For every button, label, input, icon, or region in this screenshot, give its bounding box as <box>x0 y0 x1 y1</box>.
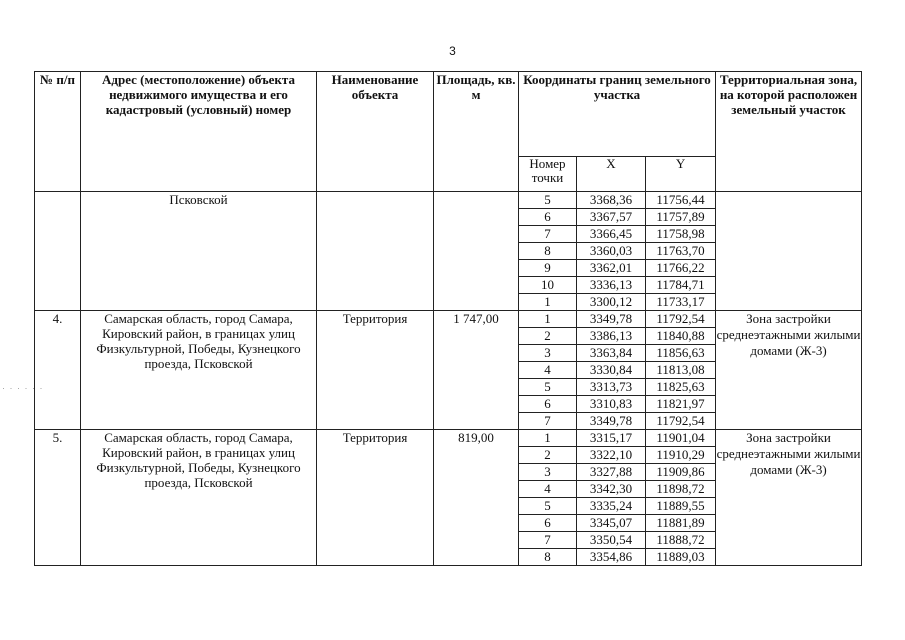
coord-x-cell: 3367,57 <box>577 209 646 226</box>
table-body <box>35 192 862 566</box>
coord-y-cell: 11825,63 <box>646 379 716 396</box>
coord-y-cell: 11758,98 <box>646 226 716 243</box>
header-coords: Координаты границ земельного участка <box>519 72 716 157</box>
point-number-cell: 7 <box>519 226 577 243</box>
header-row <box>35 72 862 157</box>
area-cell: 819,00 <box>434 430 519 566</box>
coord-x-cell: 3336,13 <box>577 277 646 294</box>
coord-x-cell: 3350,54 <box>577 532 646 549</box>
header-area: Площадь, кв. м <box>434 72 519 192</box>
coord-x-cell: 3354,86 <box>577 549 646 566</box>
margin-mark: · · · · · · <box>2 383 44 393</box>
address-cell: Псковской <box>81 192 317 311</box>
coord-x-cell: 3322,10 <box>577 447 646 464</box>
point-number-cell: 4 <box>519 362 577 379</box>
coord-y-cell: 11889,03 <box>646 549 716 566</box>
zone-cell: Зона застройки среднеэтажными жилыми домами (Ж-3) <box>716 311 862 430</box>
header-name: Наименование объекта <box>317 72 434 192</box>
coord-x-cell: 3363,84 <box>577 345 646 362</box>
header-num: № п/п <box>35 72 81 192</box>
zone-cell: Зона застройки среднеэтажными жилыми домами (Ж-3) <box>716 430 862 566</box>
coord-x-cell: 3310,83 <box>577 396 646 413</box>
coord-y-cell: 11840,88 <box>646 328 716 345</box>
coord-x-cell: 3386,13 <box>577 328 646 345</box>
point-number-cell: 3 <box>519 464 577 481</box>
point-number-cell: 7 <box>519 532 577 549</box>
row-number: 4. <box>35 311 81 430</box>
coord-x-cell: 3330,84 <box>577 362 646 379</box>
coord-y-cell: 11784,71 <box>646 277 716 294</box>
coord-y-cell: 11910,29 <box>646 447 716 464</box>
point-number-cell: 2 <box>519 447 577 464</box>
header-y: Y <box>646 157 716 192</box>
address-cell: Самарская область, город Самара, Кировский район, в границах улиц Физкультурной, Победы, Кузнецкого проезда, Псковской <box>81 430 317 566</box>
point-number-cell: 1 <box>519 430 577 447</box>
coord-x-cell: 3313,73 <box>577 379 646 396</box>
coord-x-cell: 3300,12 <box>577 294 646 311</box>
coord-x-cell: 3327,88 <box>577 464 646 481</box>
coord-y-cell: 11889,55 <box>646 498 716 515</box>
area-cell: 1 747,00 <box>434 311 519 430</box>
point-number-cell: 6 <box>519 396 577 413</box>
point-number-cell: 1 <box>519 311 577 328</box>
row-number: 5. <box>35 430 81 566</box>
point-number-cell: 2 <box>519 328 577 345</box>
point-number-cell: 7 <box>519 413 577 430</box>
point-number-cell: 5 <box>519 379 577 396</box>
point-number-cell: 5 <box>519 192 577 209</box>
coord-y-cell: 11763,70 <box>646 243 716 260</box>
address-cell: Самарская область, город Самара, Кировский район, в границах улиц Физкультурной, Победы, Кузнецкого проезда, Псковской <box>81 311 317 430</box>
coord-x-cell: 3366,45 <box>577 226 646 243</box>
page-number: 3 <box>449 44 456 58</box>
coord-y-cell: 11898,72 <box>646 481 716 498</box>
coord-y-cell: 11733,17 <box>646 294 716 311</box>
coord-x-cell: 3349,78 <box>577 413 646 430</box>
row-number <box>35 192 81 311</box>
table-row <box>35 430 862 447</box>
header-address: Адрес (местоположение) объекта недвижимого имущества и его кадастровый (условный) номер <box>81 72 317 192</box>
coord-y-cell: 11757,89 <box>646 209 716 226</box>
coord-y-cell: 11888,72 <box>646 532 716 549</box>
coord-y-cell: 11856,63 <box>646 345 716 362</box>
point-number-cell: 3 <box>519 345 577 362</box>
coord-y-cell: 11901,04 <box>646 430 716 447</box>
point-number-cell: 10 <box>519 277 577 294</box>
coord-y-cell: 11766,22 <box>646 260 716 277</box>
header-x: X <box>577 157 646 192</box>
coord-x-cell: 3368,36 <box>577 192 646 209</box>
object-name-cell: Территория <box>317 311 434 430</box>
coord-x-cell: 3360,03 <box>577 243 646 260</box>
header-point-number: Номер точки <box>519 157 577 192</box>
coord-x-cell: 3342,30 <box>577 481 646 498</box>
object-name-cell <box>317 192 434 311</box>
area-cell <box>434 192 519 311</box>
point-number-cell: 1 <box>519 294 577 311</box>
point-number-cell: 6 <box>519 209 577 226</box>
table-row <box>35 311 862 328</box>
coord-y-cell: 11909,86 <box>646 464 716 481</box>
coord-y-cell: 11813,08 <box>646 362 716 379</box>
coord-x-cell: 3362,01 <box>577 260 646 277</box>
coord-x-cell: 3345,07 <box>577 515 646 532</box>
land-plots-table <box>34 71 862 566</box>
zone-cell <box>716 192 862 311</box>
coord-x-cell: 3335,24 <box>577 498 646 515</box>
point-number-cell: 6 <box>519 515 577 532</box>
coord-y-cell: 11756,44 <box>646 192 716 209</box>
coord-y-cell: 11821,97 <box>646 396 716 413</box>
table-row <box>35 192 862 209</box>
point-number-cell: 5 <box>519 498 577 515</box>
coord-y-cell: 11792,54 <box>646 413 716 430</box>
point-number-cell: 4 <box>519 481 577 498</box>
coord-y-cell: 11792,54 <box>646 311 716 328</box>
point-number-cell: 9 <box>519 260 577 277</box>
coord-x-cell: 3349,78 <box>577 311 646 328</box>
point-number-cell: 8 <box>519 243 577 260</box>
coord-y-cell: 11881,89 <box>646 515 716 532</box>
coord-x-cell: 3315,17 <box>577 430 646 447</box>
object-name-cell: Территория <box>317 430 434 566</box>
header-zone: Территориальная зона, на которой расположен земельный участок <box>716 72 862 192</box>
point-number-cell: 8 <box>519 549 577 566</box>
